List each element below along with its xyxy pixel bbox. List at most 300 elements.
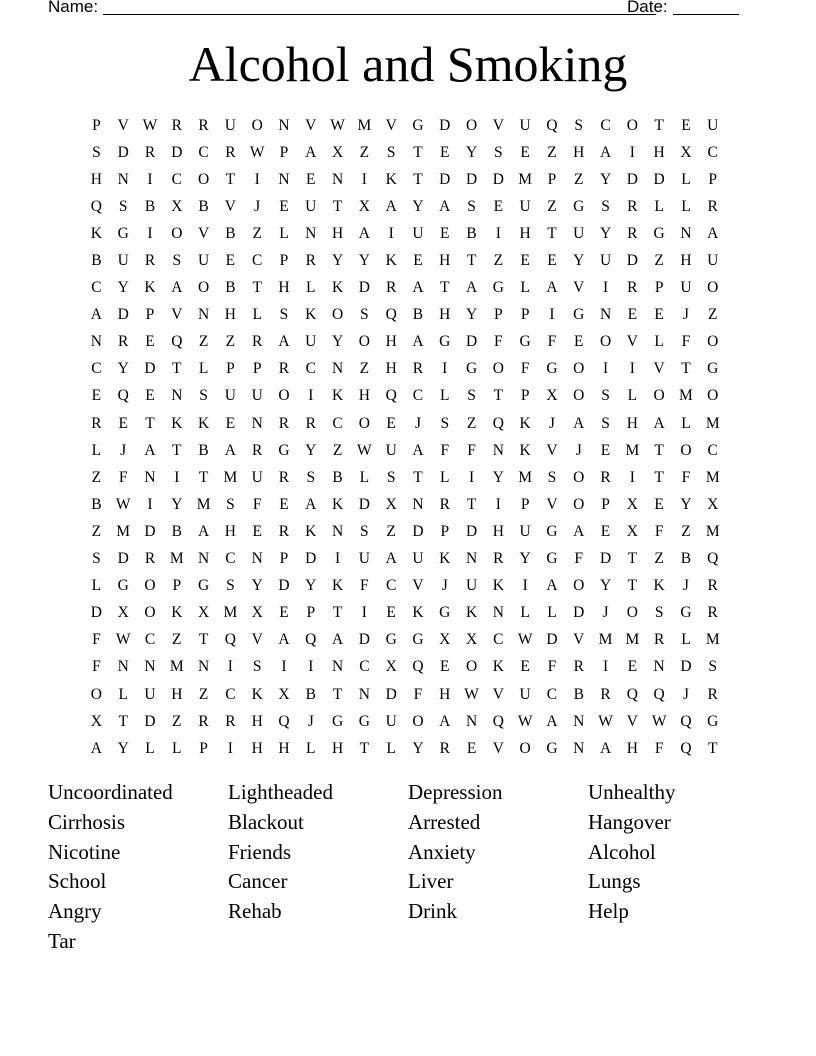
grid-letter: E: [520, 143, 530, 161]
grid-letter: P: [520, 495, 530, 513]
grid-letter: A: [385, 550, 397, 568]
grid-letter: Z: [359, 360, 370, 378]
grid-letter: E: [91, 387, 102, 405]
grid-letter: S: [386, 143, 396, 161]
grid-letter: T: [413, 170, 423, 188]
grid-letter: R: [225, 143, 236, 161]
grid-letter: A: [224, 441, 236, 459]
grid-letter: A: [90, 306, 102, 324]
grid-letter: L: [91, 441, 102, 459]
grid-letter: T: [145, 414, 155, 432]
grid-letter: P: [708, 170, 718, 188]
grid-letter: C: [385, 577, 397, 595]
grid-letter: K: [305, 522, 317, 540]
grid-letter: G: [331, 712, 344, 730]
grid-letter: K: [331, 495, 344, 513]
grid-letter: E: [520, 658, 530, 676]
grid-letter: N: [251, 550, 263, 568]
grid-letter: G: [546, 522, 558, 540]
grid-letter: Y: [492, 468, 504, 486]
word-list-item: Anxiety: [408, 839, 476, 864]
grid-letter: U: [465, 577, 478, 595]
worksheet-header: [48, 0, 748, 19]
grid-letter: N: [412, 495, 424, 513]
grid-letter: I: [629, 143, 635, 161]
grid-letter: C: [332, 414, 343, 432]
grid-letter: J: [682, 577, 689, 595]
grid-letter: T: [252, 279, 262, 297]
grid-letter: I: [227, 739, 233, 757]
grid-letter: I: [629, 360, 635, 378]
grid-letter: S: [226, 495, 235, 513]
grid-letter: X: [331, 143, 344, 161]
grid-letter: U: [358, 550, 370, 568]
grid-letter: Z: [654, 252, 664, 270]
grid-letter: O: [573, 495, 585, 513]
grid-letter: A: [439, 197, 451, 215]
grid-letter: A: [599, 143, 612, 161]
grid-letter: U: [519, 685, 531, 703]
grid-letter: B: [91, 495, 102, 513]
grid-letter: C: [493, 631, 504, 649]
word-list-item: Hangover: [588, 809, 671, 834]
grid-letter: R: [252, 441, 263, 459]
grid-letter: Y: [519, 550, 531, 568]
grid-letter: T: [493, 387, 504, 405]
grid-letter: B: [198, 441, 209, 459]
grid-letter: R: [412, 360, 424, 378]
grid-letter: L: [520, 604, 530, 622]
grid-letter: O: [573, 360, 585, 378]
grid-letter: R: [305, 414, 316, 432]
grid-letter: D: [358, 279, 370, 297]
grid-letter: D: [439, 170, 451, 188]
grid-letter: P: [494, 306, 503, 324]
grid-letter: O: [573, 468, 585, 486]
grid-letter: X: [439, 631, 451, 649]
grid-letter: S: [92, 550, 101, 568]
grid-letter: I: [254, 170, 260, 188]
grid-letter: H: [224, 306, 236, 324]
grid-letter: D: [412, 522, 424, 540]
grid-letter: A: [278, 631, 290, 649]
grid-letter: G: [412, 631, 424, 649]
grid-letter: S: [601, 387, 610, 405]
grid-letter: K: [171, 414, 183, 432]
grid-letter: O: [680, 441, 692, 459]
grid-letter: Y: [117, 360, 129, 378]
grid-letter: W: [357, 441, 372, 459]
grid-letter: M: [116, 522, 131, 540]
grid-letter: G: [412, 116, 424, 134]
grid-letter: E: [145, 387, 155, 405]
grid-letter: L: [118, 685, 128, 703]
grid-letter: H: [171, 685, 183, 703]
grid-letter: U: [519, 116, 531, 134]
word-list-item: Alcohol: [588, 839, 656, 864]
grid-letter: F: [654, 522, 664, 540]
grid-letter: N: [331, 658, 344, 676]
grid-letter: O: [90, 685, 102, 703]
grid-letter: S: [252, 658, 262, 676]
grid-letter: C: [546, 685, 558, 703]
grid-letter: G: [439, 604, 451, 622]
grid-letter: P: [226, 360, 235, 378]
grid-letter: R: [144, 252, 156, 270]
grid-letter: E: [654, 306, 664, 324]
grid-letter: Q: [680, 739, 692, 757]
grid-letter: H: [224, 522, 236, 540]
grid-letter: P: [520, 387, 530, 405]
grid-letter: S: [601, 197, 610, 215]
grid-letter: I: [174, 468, 180, 486]
grid-letter: V: [117, 116, 129, 134]
grid-letter: W: [598, 712, 613, 730]
grid-letter: I: [361, 604, 367, 622]
grid-letter: E: [413, 252, 423, 270]
grid-letter: Q: [385, 387, 397, 405]
grid-letter: J: [414, 414, 421, 432]
grid-letter: B: [680, 550, 692, 568]
grid-letter: K: [144, 279, 156, 297]
grid-letter: I: [308, 387, 314, 405]
grid-letter: X: [626, 522, 638, 540]
grid-letter: J: [602, 604, 609, 622]
grid-letter: L: [198, 360, 209, 378]
name-label: Name:: [48, 0, 99, 16]
grid-letter: N: [171, 387, 183, 405]
grid-letter: A: [599, 739, 612, 757]
grid-letter: W: [464, 685, 479, 703]
grid-letter: G: [358, 712, 370, 730]
grid-letter: V: [251, 631, 263, 649]
grid-letter: N: [144, 468, 156, 486]
grid-letter: K: [305, 306, 317, 324]
date-label: Date:: [627, 0, 668, 16]
grid-letter: R: [707, 197, 718, 215]
grid-letter: D: [278, 577, 290, 595]
grid-letter: X: [358, 197, 370, 215]
grid-letter: D: [305, 550, 317, 568]
grid-letter: E: [600, 522, 611, 540]
grid-letter: S: [279, 306, 289, 324]
grid-letter: R: [278, 414, 290, 432]
grid-letter: L: [252, 306, 262, 324]
grid-letter: I: [629, 468, 635, 486]
grid-letter: H: [680, 252, 692, 270]
grid-letter: T: [654, 116, 664, 134]
grid-letter: T: [359, 739, 370, 757]
grid-letter: L: [91, 577, 102, 595]
grid-letter: D: [358, 495, 370, 513]
grid-letter: Z: [654, 550, 664, 568]
grid-letter: T: [547, 224, 557, 242]
grid-letter: L: [306, 279, 316, 297]
grid-letter: S: [494, 143, 503, 161]
grid-letter: X: [546, 387, 558, 405]
grid-letter: Z: [172, 712, 182, 730]
grid-letter: F: [413, 685, 423, 703]
grid-letter: R: [600, 685, 611, 703]
grid-letter: R: [707, 685, 718, 703]
grid-letter: K: [465, 604, 478, 622]
grid-letter: D: [573, 604, 585, 622]
grid-letter: N: [251, 414, 263, 432]
grid-letter: Y: [680, 495, 692, 513]
grid-letter: D: [117, 143, 129, 161]
grid-letter: F: [252, 495, 262, 513]
grid-letter: A: [653, 414, 665, 432]
grid-letter: B: [91, 252, 102, 270]
grid-letter: D: [546, 631, 558, 649]
grid-letter: X: [90, 712, 102, 730]
grid-letter: S: [172, 252, 182, 270]
grid-letter: A: [385, 197, 397, 215]
grid-letter: R: [278, 468, 290, 486]
grid-letter: K: [385, 252, 397, 270]
grid-letter: V: [197, 224, 210, 242]
grid-letter: Z: [547, 143, 557, 161]
word-list-item: Friends: [228, 839, 291, 864]
grid-letter: E: [627, 658, 638, 676]
grid-letter: L: [386, 739, 396, 757]
grid-letter: Q: [707, 550, 719, 568]
grid-letter: Y: [305, 441, 317, 459]
grid-letter: V: [492, 116, 504, 134]
grid-letter: O: [573, 577, 585, 595]
grid-letter: E: [279, 495, 289, 513]
grid-letter: Q: [171, 333, 183, 351]
grid-letter: V: [385, 116, 397, 134]
word-list-item: Help: [588, 899, 629, 924]
grid-letter: U: [197, 252, 210, 270]
grid-letter: J: [307, 712, 314, 730]
grid-letter: R: [627, 197, 638, 215]
grid-letter: A: [707, 224, 719, 242]
grid-letter: W: [115, 631, 131, 649]
grid-letter: U: [519, 522, 531, 540]
grid-letter: N: [331, 522, 344, 540]
grid-letter: T: [466, 252, 477, 270]
grid-letter: P: [306, 604, 316, 622]
grid-letter: C: [225, 685, 236, 703]
grid-letter: M: [705, 468, 720, 486]
grid-letter: X: [117, 604, 129, 622]
grid-letter: I: [308, 658, 314, 676]
grid-letter: E: [493, 197, 504, 215]
grid-letter: M: [679, 387, 693, 405]
grid-letter: T: [466, 495, 477, 513]
grid-letter: L: [681, 414, 691, 432]
grid-letter: F: [681, 468, 691, 486]
grid-letter: I: [361, 170, 367, 188]
grid-letter: L: [359, 468, 370, 486]
grid-letter: K: [519, 441, 531, 459]
grid-letter: T: [654, 441, 664, 459]
grid-letter: R: [385, 279, 397, 297]
grid-letter: U: [707, 252, 719, 270]
grid-letter: C: [707, 143, 718, 161]
grid-letter: I: [147, 224, 153, 242]
word-search-grid: [83, 112, 726, 762]
grid-letter: D: [171, 143, 183, 161]
grid-letter: M: [705, 522, 720, 540]
grid-letter: O: [412, 712, 424, 730]
grid-letter: N: [465, 550, 478, 568]
grid-letter: I: [549, 306, 555, 324]
grid-letter: Z: [547, 197, 557, 215]
grid-letter: Q: [90, 197, 102, 215]
grid-letter: G: [117, 224, 129, 242]
date-field-line: [673, 14, 739, 15]
grid-letter: H: [626, 414, 638, 432]
grid-letter: F: [440, 441, 450, 459]
grid-letter: O: [707, 333, 719, 351]
grid-letter: L: [279, 224, 289, 242]
grid-letter: X: [251, 604, 263, 622]
grid-letter: O: [278, 387, 290, 405]
grid-letter: T: [198, 631, 209, 649]
grid-letter: S: [360, 306, 369, 324]
grid-letter: K: [412, 604, 424, 622]
grid-letter: Y: [573, 252, 585, 270]
grid-letter: R: [707, 577, 718, 595]
grid-letter: R: [278, 522, 290, 540]
grid-letter: U: [224, 387, 236, 405]
grid-letter: U: [412, 550, 424, 568]
grid-letter: R: [653, 631, 665, 649]
grid-letter: F: [574, 550, 584, 568]
grid-letter: G: [653, 224, 665, 242]
grid-letter: C: [91, 360, 102, 378]
grid-letter: E: [279, 604, 289, 622]
grid-letter: K: [439, 550, 451, 568]
grid-letter: Z: [574, 170, 584, 188]
grid-letter: E: [386, 414, 396, 432]
grid-letter: K: [519, 414, 531, 432]
grid-letter: N: [197, 550, 210, 568]
grid-letter: R: [118, 333, 129, 351]
grid-letter: O: [626, 604, 638, 622]
grid-letter: N: [358, 685, 370, 703]
grid-letter: G: [117, 577, 129, 595]
grid-letter: T: [172, 441, 182, 459]
word-list-item: Liver: [408, 869, 454, 894]
grid-letter: L: [440, 468, 450, 486]
grid-letter: Y: [305, 577, 317, 595]
grid-letter: H: [626, 739, 638, 757]
grid-letter: M: [223, 604, 238, 622]
grid-letter: A: [412, 279, 424, 297]
grid-letter: I: [522, 577, 528, 595]
grid-letter: N: [278, 116, 290, 134]
grid-letter: O: [171, 224, 183, 242]
grid-letter: K: [492, 658, 504, 676]
grid-letter: C: [252, 252, 263, 270]
grid-letter: L: [145, 739, 155, 757]
grid-letter: V: [412, 577, 424, 595]
grid-letter: P: [547, 170, 557, 188]
grid-letter: L: [681, 631, 691, 649]
grid-letter: F: [547, 658, 557, 676]
grid-letter: U: [519, 197, 531, 215]
grid-letter: D: [144, 522, 156, 540]
grid-letter: S: [467, 387, 476, 405]
grid-letter: A: [546, 279, 558, 297]
grid-letter: S: [440, 414, 450, 432]
grid-letter: H: [251, 712, 263, 730]
grid-letter: H: [573, 143, 585, 161]
grid-letter: X: [171, 197, 183, 215]
grid-letter: U: [117, 252, 129, 270]
grid-letter: V: [653, 360, 665, 378]
grid-letter: L: [654, 333, 664, 351]
grid-letter: K: [331, 577, 344, 595]
grid-letter: O: [626, 116, 638, 134]
grid-letter: C: [305, 360, 316, 378]
grid-letter: G: [546, 739, 558, 757]
word-list-item: Rehab: [228, 899, 282, 924]
grid-letter: U: [251, 387, 263, 405]
grid-letter: O: [358, 414, 370, 432]
grid-letter: A: [278, 333, 290, 351]
word-list-item: Arrested: [408, 809, 481, 834]
grid-letter: A: [546, 712, 558, 730]
word-list-item: Angry: [48, 899, 102, 924]
grid-letter: B: [332, 468, 343, 486]
grid-letter: C: [171, 170, 182, 188]
grid-letter: E: [306, 170, 316, 188]
grid-letter: H: [358, 387, 370, 405]
grid-letter: C: [707, 441, 718, 459]
grid-letter: A: [465, 279, 478, 297]
grid-letter: T: [172, 360, 182, 378]
grid-letter: G: [680, 604, 692, 622]
grid-letter: S: [199, 387, 208, 405]
grid-letter: Z: [91, 522, 102, 540]
grid-letter: X: [385, 495, 397, 513]
grid-letter: R: [198, 712, 209, 730]
grid-letter: H: [331, 224, 344, 242]
grid-letter: P: [601, 495, 610, 513]
grid-letter: H: [439, 252, 451, 270]
grid-letter: V: [546, 495, 558, 513]
grid-letter: M: [169, 658, 184, 676]
grid-letter: Y: [599, 170, 612, 188]
grid-letter: E: [440, 224, 450, 242]
grid-letter: Y: [358, 252, 370, 270]
grid-letter: U: [385, 712, 397, 730]
grid-letter: Q: [385, 306, 397, 324]
grid-letter: R: [144, 143, 156, 161]
grid-letter: O: [144, 604, 156, 622]
grid-letter: H: [519, 224, 531, 242]
grid-letter: U: [680, 279, 692, 297]
grid-letter: J: [120, 441, 127, 459]
grid-letter: G: [707, 712, 719, 730]
grid-letter: V: [305, 116, 317, 134]
grid-letter: N: [197, 306, 210, 324]
word-list-item: Cancer: [228, 869, 288, 894]
grid-letter: I: [147, 170, 153, 188]
grid-letter: T: [332, 685, 343, 703]
grid-letter: Y: [412, 739, 424, 757]
grid-letter: B: [171, 522, 182, 540]
grid-letter: A: [573, 414, 585, 432]
grid-letter: T: [413, 143, 423, 161]
word-list-item: Uncoordinated: [48, 780, 173, 804]
grid-letter: I: [602, 279, 609, 297]
